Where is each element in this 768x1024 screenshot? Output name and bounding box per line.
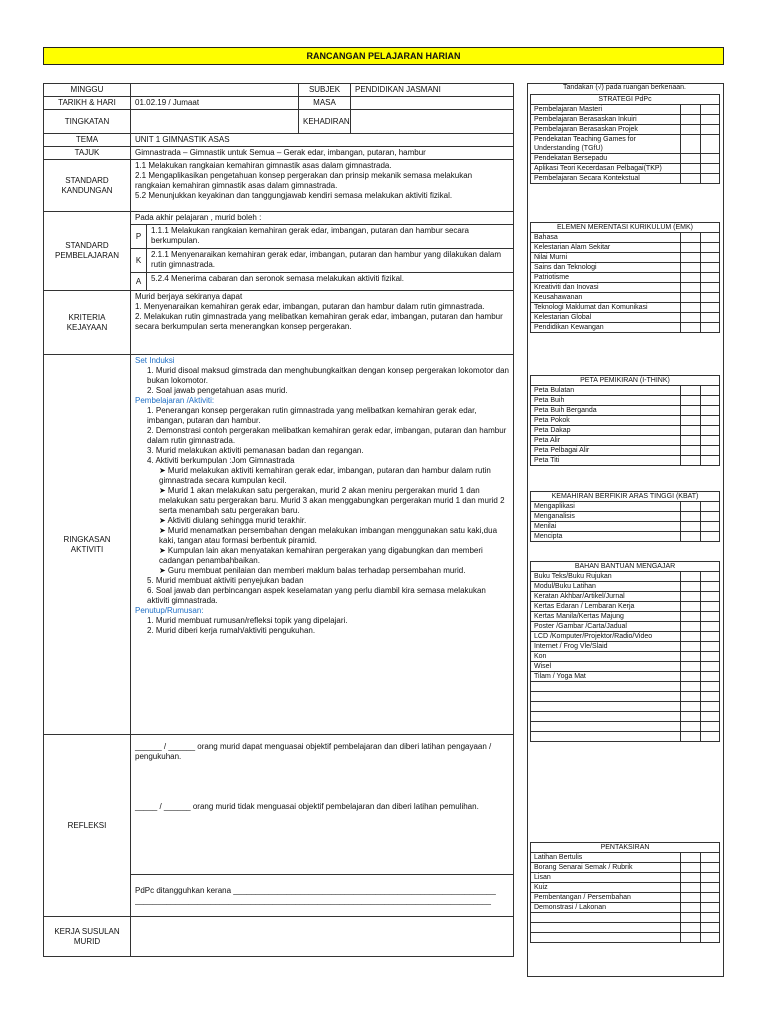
bbm-checkbox[interactable] (701, 602, 720, 612)
sp-text-a: 5.2.4 Menerima cabaran dan seronok semasa melakukan aktiviti fizikal. (147, 273, 514, 291)
bbm-checkbox[interactable] (681, 632, 701, 642)
ithink-row (531, 456, 720, 466)
bbm-checkbox[interactable] (681, 712, 701, 722)
emk-checkbox[interactable] (701, 233, 720, 243)
sp-code-k: K (131, 249, 147, 273)
kriteria-text (131, 291, 514, 355)
pentaksiran-checkbox[interactable] (681, 853, 701, 863)
strategi-checkbox[interactable] (681, 135, 701, 154)
bbm-checkbox[interactable] (681, 662, 701, 672)
masa-label: MASA (299, 97, 351, 110)
aktiviti-item: 4. Aktiviti berkumpulan :Jom Gimnastrada (147, 456, 295, 465)
strategi-checkbox[interactable] (681, 115, 701, 125)
bbm-checkbox[interactable] (701, 622, 720, 632)
bbm-checkbox[interactable] (701, 672, 720, 682)
pentaksiran-row (531, 913, 720, 923)
kbat-checkbox[interactable] (681, 512, 701, 522)
strategi-table (530, 94, 720, 184)
pentaksiran-checkbox[interactable] (701, 873, 720, 883)
ithink-checkbox[interactable] (701, 386, 720, 396)
ithink-checkbox[interactable] (701, 436, 720, 446)
kbat-checkbox[interactable] (681, 532, 701, 542)
bbm-item-label: Kertas Edaran / Lembaran Kerja (531, 602, 681, 612)
ithink-item-label: Peta Bulatan (531, 386, 681, 396)
ithink-item-label: Peta Titi (531, 456, 681, 466)
bbm-item-label: Buku Teks/Buku Rujukan (531, 572, 681, 582)
bbm-item-label (531, 692, 681, 702)
aktiviti-item: 2. Demonstrasi contoh pergerakan melibatkan kemahiran gerak edar, imbangan, putaran dan hambur dalam rutin gimnastrada. (147, 426, 507, 445)
bbm-row (531, 642, 720, 652)
lesson-plan-table (43, 83, 514, 957)
pentaksiran-row (531, 893, 720, 903)
bbm-checkbox[interactable] (701, 702, 720, 712)
emk-checkbox[interactable] (681, 293, 701, 303)
pentaksiran-item-label: Lisan (531, 873, 681, 883)
emk-row (531, 283, 720, 293)
pentaksiran-row (531, 873, 720, 883)
tajuk-label: TAJUK (44, 147, 131, 160)
ithink-item-label: Peta Pelbagai Alir (531, 446, 681, 456)
strategi-checkbox[interactable] (701, 115, 720, 125)
emk-checkbox[interactable] (701, 313, 720, 323)
sub-item: ➤ Murid melakukan aktiviti kemahiran gerak edar, imbangan, putaran dan hambur dalam rutin gimnastrada secara kumpulan kecil. (159, 466, 491, 485)
ithink-checkbox[interactable] (701, 446, 720, 456)
ithink-item-label: Peta Dakap (531, 426, 681, 436)
refleksi-line: ______ / ______ orang murid dapat menguasai objektif pembelajaran dan diberi latihan pengayaan / pengukuhan. (135, 742, 492, 761)
emk-table (530, 222, 720, 333)
bbm-checkbox[interactable] (681, 612, 701, 622)
pentaksiran-checkbox[interactable] (701, 863, 720, 873)
aktiviti-item: 5. Murid membuat aktiviti penyejukan badan (147, 576, 304, 585)
kehadiran-value[interactable] (351, 110, 514, 134)
kbat-item-label: Mengaplikasi (531, 502, 681, 512)
pentaksiran-checkbox[interactable] (701, 883, 720, 893)
strategi-item-label: Pembelajaran Masteri (531, 105, 681, 115)
pentaksiran-item-label: Kuiz (531, 883, 681, 893)
penutup-item: 2. Murid diberi kerja rumah/aktiviti pengukuhan. (147, 626, 316, 635)
ithink-row (531, 446, 720, 456)
sub-item: ➤ Aktiviti diulang sehingga murid terakhir. (159, 516, 307, 525)
ithink-item-label: Peta Alir (531, 436, 681, 446)
strategi-row (531, 154, 720, 164)
pentaksiran-checkbox[interactable] (701, 893, 720, 903)
ithink-row (531, 406, 720, 416)
bbm-checkbox[interactable] (701, 732, 720, 742)
kbat-row (531, 512, 720, 522)
standard-kandungan-text (131, 160, 514, 212)
ithink-checkbox[interactable] (681, 436, 701, 446)
refleksi-line: _____ / ______ orang murid tidak menguasai objektif pembelajaran dan diberi latihan pemulihan. (135, 802, 479, 811)
emk-checkbox[interactable] (701, 323, 720, 333)
bbm-row (531, 632, 720, 642)
kbat-checkbox[interactable] (701, 522, 720, 532)
emk-row (531, 273, 720, 283)
emk-checkbox[interactable] (701, 263, 720, 273)
pentaksiran-checkbox[interactable] (681, 873, 701, 883)
bbm-row (531, 572, 720, 582)
pentaksiran-table (530, 842, 720, 943)
bbm-checkbox[interactable] (701, 642, 720, 652)
ithink-row (531, 416, 720, 426)
ithink-checkbox[interactable] (701, 406, 720, 416)
bbm-checkbox[interactable] (681, 682, 701, 692)
tangguh-line: PdPc ditangguhkan kerana ___________________________________________________________ (135, 885, 496, 895)
strategi-row (531, 174, 720, 184)
bbm-checkbox[interactable] (701, 582, 720, 592)
bbm-checkbox[interactable] (681, 592, 701, 602)
kbat-row (531, 522, 720, 532)
bbm-checkbox[interactable] (701, 712, 720, 722)
emk-item-label: Kelestarian Global (531, 313, 681, 323)
bbm-checkbox[interactable] (701, 572, 720, 582)
bbm-checkbox[interactable] (681, 602, 701, 612)
ithink-title: PETA PEMIKIRAN (I-THINK) (531, 376, 720, 386)
pentaksiran-checkbox[interactable] (681, 913, 701, 923)
pentaksiran-row (531, 863, 720, 873)
bbm-item-label (531, 712, 681, 722)
kbat-title: KEMAHIRAN BERFIKIR ARAS TINGGI (KBAT) (531, 492, 720, 502)
ithink-checkbox[interactable] (701, 396, 720, 406)
emk-item-label: Patriotisme (531, 273, 681, 283)
induksi-item: 2. Soal jawab pengetahuan asas murid. (147, 386, 288, 395)
bbm-checkbox[interactable] (701, 662, 720, 672)
sk-line: 1.1 Melakukan rangkaian kemahiran gimnastik asas dalam gimnastrada. (135, 161, 392, 170)
sp-code-a: A (131, 273, 147, 291)
pentaksiran-checkbox[interactable] (681, 933, 701, 943)
refleksi-label: REFLEKSI (44, 735, 131, 917)
bbm-row (531, 592, 720, 602)
bbm-checkbox[interactable] (681, 692, 701, 702)
strategi-item-label: Pendekatan Bersepadu (531, 154, 681, 164)
penutup-heading: Penutup/Rumusan: (135, 606, 204, 615)
pembelajaran-heading: Pembelajaran /Aktiviti: (135, 396, 215, 405)
ithink-row (531, 386, 720, 396)
sk-line: 5.2 Menunjukkan keyakinan dan tanggungjawab kendiri semasa melakukan aktiviti fizikal. (135, 191, 453, 200)
bbm-row (531, 582, 720, 592)
kriteria-label: KRITERIA KEJAYAAN (44, 291, 131, 355)
minggu-label: MINGGU (44, 84, 131, 97)
sub-item: ➤ Murid 1 akan melakukan satu pergerakan, murid 2 akan meniru pergerakan murid 1 dan melakukan satu pergerakan baru. Murid 3 akan menggabungkan pergerakan murid 1 dan murid 2 serta menambah satu pergerakan baru. (159, 486, 505, 515)
pentaksiran-checkbox[interactable] (701, 903, 720, 913)
sp-intro: Pada akhir pelajaran , murid boleh : (131, 212, 514, 225)
bbm-checkbox[interactable] (701, 632, 720, 642)
ithink-checkbox[interactable] (681, 446, 701, 456)
kbat-checkbox[interactable] (681, 502, 701, 512)
kerja-susulan-value[interactable] (131, 917, 514, 957)
pentaksiran-row (531, 883, 720, 893)
strategi-checkbox[interactable] (701, 174, 720, 184)
strategi-checkbox[interactable] (701, 125, 720, 135)
emk-row (531, 293, 720, 303)
emk-checkbox[interactable] (681, 283, 701, 293)
bbm-checkbox[interactable] (681, 732, 701, 742)
bbm-checkbox[interactable] (681, 642, 701, 652)
bbm-row (531, 692, 720, 702)
bbm-row (531, 712, 720, 722)
bbm-table (530, 561, 720, 742)
bbm-item-label: Keratan Akhbar/Artikel/Jurnal (531, 592, 681, 602)
bbm-item-label: Kon (531, 652, 681, 662)
bbm-row (531, 652, 720, 662)
masa-value[interactable] (351, 97, 514, 110)
sp-text-k: 2.1.1 Menyenaraikan kemahiran gerak edar, imbangan, putaran dan hambur yang dilakukan dalam rutin gimnastrada. (147, 249, 514, 273)
bbm-item-label (531, 702, 681, 712)
emk-checkbox[interactable] (681, 303, 701, 313)
bbm-item-label (531, 722, 681, 732)
pentaksiran-checkbox[interactable] (701, 923, 720, 933)
tajuk-value: Gimnastrada – Gimnastik untuk Semua – Gerak edar, imbangan, putaran, hambur (131, 147, 514, 160)
pentaksiran-checkbox[interactable] (681, 863, 701, 873)
pentaksiran-item-label: Demonstrasi / Lakonan (531, 903, 681, 913)
ithink-item-label: Peta Pokok (531, 416, 681, 426)
bbm-checkbox[interactable] (681, 722, 701, 732)
ringkasan-label: RINGKASAN AKTIVITI (44, 355, 131, 735)
emk-checkbox[interactable] (681, 263, 701, 273)
emk-row (531, 253, 720, 263)
kbat-checkbox[interactable] (681, 522, 701, 532)
sub-item: ➤ Murid menamatkan persembahan dengan melakukan imbangan menggunakan satu kaki,dua kaki, tangan atau formasi berbentuk piramid. (159, 526, 498, 545)
pentaksiran-row (531, 923, 720, 933)
emk-row (531, 303, 720, 313)
ithink-row (531, 426, 720, 436)
ithink-checkbox[interactable] (681, 456, 701, 466)
pentaksiran-checkbox[interactable] (681, 893, 701, 903)
subjek-value: PENDIDIKAN JASMANI (351, 84, 514, 97)
emk-checkbox[interactable] (701, 293, 720, 303)
ithink-table (530, 375, 720, 466)
ithink-item-label: Peta Buih Berganda (531, 406, 681, 416)
pentaksiran-checkbox[interactable] (681, 883, 701, 893)
strategi-checkbox[interactable] (701, 105, 720, 115)
pentaksiran-item-label: Latihan Bertulis (531, 853, 681, 863)
ithink-checkbox[interactable] (681, 386, 701, 396)
kbat-checkbox[interactable] (701, 502, 720, 512)
kbat-item-label: Menganalisis (531, 512, 681, 522)
bbm-row (531, 622, 720, 632)
pentaksiran-checkbox[interactable] (701, 913, 720, 923)
standard-pembelajaran-label: STANDARD PEMBELAJARAN (44, 212, 131, 291)
strategi-row (531, 164, 720, 174)
emk-item-label: Keusahawanan (531, 293, 681, 303)
ithink-item-label: Peta Buih (531, 396, 681, 406)
emk-checkbox[interactable] (681, 253, 701, 263)
bbm-checkbox[interactable] (681, 672, 701, 682)
tema-label: TEMA (44, 134, 131, 147)
ithink-checkbox[interactable] (681, 416, 701, 426)
kbat-item-label: Menilai (531, 522, 681, 532)
emk-checkbox[interactable] (701, 303, 720, 313)
bbm-row (531, 732, 720, 742)
emk-title: ELEMEN MERENTASI KURIKULUM (EMK) (531, 223, 720, 233)
strategi-row (531, 105, 720, 115)
kehadiran-label: KEHADIRAN (299, 110, 351, 134)
ithink-row (531, 436, 720, 446)
kriteria-item: 2. Melakukan rutin gimnastrada yang melibatkan kemahiran gerak edar, imbangan, putaran dan hambur secara berkumpulan serta menerangkan konsep pergerakan. (135, 312, 503, 331)
pentaksiran-item-label (531, 913, 681, 923)
pentaksiran-row (531, 933, 720, 943)
tarikh-label: TARIKH & HARI (44, 97, 131, 110)
emk-item-label: Bahasa (531, 233, 681, 243)
pentaksiran-checkbox[interactable] (681, 923, 701, 933)
kriteria-item: 1. Menyenaraikan kemahiran gerak edar, imbangan, putaran dan hambur dalam rutin gimnastrada. (135, 302, 485, 311)
ithink-checkbox[interactable] (701, 456, 720, 466)
emk-item-label: Nilai Murni (531, 253, 681, 263)
tema-value: UNIT 1 GIMNASTIK ASAS (131, 134, 514, 147)
bbm-row (531, 612, 720, 622)
tingkatan-value[interactable] (131, 110, 299, 134)
kbat-checkbox[interactable] (701, 532, 720, 542)
emk-checkbox[interactable] (681, 243, 701, 253)
bbm-row (531, 602, 720, 612)
ithink-checkbox[interactable] (701, 416, 720, 426)
page-title: RANCANGAN PELAJARAN HARIAN (43, 47, 724, 65)
minggu-value[interactable] (131, 84, 299, 97)
bbm-item-label (531, 682, 681, 692)
kbat-item-label: Mencipta (531, 532, 681, 542)
bbm-item-label: Poster /Gambar /Carta/Jadual (531, 622, 681, 632)
strategi-row (531, 125, 720, 135)
emk-row (531, 313, 720, 323)
bbm-checkbox[interactable] (701, 692, 720, 702)
kbat-table (530, 491, 720, 542)
emk-item-label: Pendidikan Kewangan (531, 323, 681, 333)
bbm-item-label: Internet / Frog Vle/Slaid (531, 642, 681, 652)
bbm-item-label: Wisel (531, 662, 681, 672)
ithink-checkbox[interactable] (681, 406, 701, 416)
sk-line: 2.1 Mengaplikasikan pengetahuan konsep pergerakan dan prinsip mekanik semasa melakukan rangkaian kemahiran gimnastik asas dalam gimnastrada. (135, 171, 473, 190)
ithink-checkbox[interactable] (681, 426, 701, 436)
strategi-item-label: Pendekatan Teaching Games for Understanding (TGfU) (531, 135, 681, 154)
bbm-row (531, 722, 720, 732)
penutup-item: 1. Murid membuat rumusan/refleksi topik yang dipelajari. (147, 616, 348, 625)
right-note: Tandakan (√) pada ruangan berkenaan. (563, 84, 686, 91)
bbm-checkbox[interactable] (701, 612, 720, 622)
pentaksiran-row (531, 903, 720, 913)
ringkasan-text (131, 355, 514, 735)
emk-checkbox[interactable] (701, 253, 720, 263)
pentaksiran-row (531, 853, 720, 863)
strategi-checkbox[interactable] (681, 174, 701, 184)
emk-checkbox[interactable] (681, 323, 701, 333)
pentaksiran-item-label: Borang Senarai Semak / Rubrik (531, 863, 681, 873)
refleksi-text (131, 735, 514, 875)
emk-checkbox[interactable] (681, 313, 701, 323)
bbm-checkbox[interactable] (701, 652, 720, 662)
bbm-item-label: Kertas Manila/Kertas Majung (531, 612, 681, 622)
pentaksiran-item-label (531, 923, 681, 933)
tarikh-value: 01.02.19 / Jumaat (131, 97, 299, 110)
strategi-checkbox[interactable] (681, 154, 701, 164)
strategi-item-label: Pembelajaran Secara Kontekstual (531, 174, 681, 184)
kriteria-intro: Murid berjaya sekiranya dapat (135, 292, 243, 301)
standard-kandungan-label: STANDARD KANDUNGAN (44, 160, 131, 212)
tangguh-text (131, 875, 514, 917)
aktiviti-item: 6. Soal jawab dan perbincangan aspek keselamatan yang perlu diambil kira semasa melakukan aktiviti gimnastrada. (147, 586, 486, 605)
set-induksi-heading: Set Induksi (135, 356, 175, 365)
emk-row (531, 263, 720, 273)
bbm-checkbox[interactable] (701, 722, 720, 732)
bbm-checkbox[interactable] (701, 682, 720, 692)
strategi-checkbox[interactable] (701, 164, 720, 174)
pentaksiran-item-label: Pembentangan / Persembahan (531, 893, 681, 903)
kbat-checkbox[interactable] (701, 512, 720, 522)
sub-item: ➤ Kumpulan lain akan menyatakan kemahiran pergerakan yang digabungkan dan memberi cadangan penambahbaikan. (159, 546, 483, 565)
bbm-item-label: Tilam / Yoga Mat (531, 672, 681, 682)
emk-item-label: Teknologi Maklumat dan Komunikasi (531, 303, 681, 313)
tingkatan-label: TINGKATAN (44, 110, 131, 134)
pentaksiran-checkbox[interactable] (681, 903, 701, 913)
ithink-checkbox[interactable] (681, 396, 701, 406)
emk-item-label: Kelestarian Alam Sekitar (531, 243, 681, 253)
ithink-row (531, 396, 720, 406)
tangguh-line: ________________________________________________________________________________ (135, 895, 491, 905)
sp-text-p: 1.1.1 Melakukan rangkaian kemahiran gerak edar, imbangan, putaran dan hambur secara berkumpulan. (147, 225, 514, 249)
bbm-row (531, 702, 720, 712)
bbm-checkbox[interactable] (701, 592, 720, 602)
emk-row (531, 233, 720, 243)
strategi-title: STRATEGI PdPc (531, 95, 720, 105)
bbm-title: BAHAN BANTUAN MENGAJAR (531, 562, 720, 572)
sub-item: ➤ Guru membuat penilaian dan memberi maklum balas terhadap persembahan murid. (159, 566, 466, 575)
strategi-checkbox[interactable] (681, 125, 701, 135)
pentaksiran-checkbox[interactable] (701, 853, 720, 863)
strategi-checkbox[interactable] (681, 164, 701, 174)
emk-checkbox[interactable] (681, 273, 701, 283)
aktiviti-item: 3. Murid melakukan aktiviti pemanasan badan dan regangan. (147, 446, 364, 455)
emk-checkbox[interactable] (701, 273, 720, 283)
emk-checkbox[interactable] (701, 283, 720, 293)
pentaksiran-title: PENTAKSIRAN (531, 843, 720, 853)
induksi-item: 1. Murid disoal maksud gimstrada dan menghubungkaitkan dengan konsep pergerakan lokomotor dan bukan lokomotor. (147, 366, 510, 385)
emk-item-label: Sains dan Teknologi (531, 263, 681, 273)
subjek-label: SUBJEK (299, 84, 351, 97)
kerja-susulan-label: KERJA SUSULAN MURID (44, 917, 131, 957)
emk-row (531, 323, 720, 333)
strategi-checkbox[interactable] (681, 105, 701, 115)
bbm-item-label: Modul/Buku Latihan (531, 582, 681, 592)
ithink-checkbox[interactable] (701, 426, 720, 436)
emk-row (531, 243, 720, 253)
bbm-checkbox[interactable] (681, 572, 701, 582)
pentaksiran-checkbox[interactable] (701, 933, 720, 943)
emk-item-label: Kreativiti dan Inovasi (531, 283, 681, 293)
kbat-row (531, 532, 720, 542)
bbm-row (531, 682, 720, 692)
strategi-checkbox[interactable] (701, 154, 720, 164)
bbm-row (531, 662, 720, 672)
kbat-row (531, 502, 720, 512)
strategi-item-label: Aplikasi Teori Kecerdasan Pelbagai(TKP) (531, 164, 681, 174)
bbm-checkbox[interactable] (681, 702, 701, 712)
bbm-checkbox[interactable] (681, 652, 701, 662)
bbm-row (531, 672, 720, 682)
bbm-item-label: LCD /Komputer/Projektor/Radio/Video (531, 632, 681, 642)
emk-checkbox[interactable] (701, 243, 720, 253)
bbm-item-label (531, 732, 681, 742)
pentaksiran-item-label (531, 933, 681, 943)
strategi-item-label: Pembelajaran Berasaskan Projek (531, 125, 681, 135)
aktiviti-item: 1. Penerangan konsep pergerakan rutin gimnastrada yang melibatkan kemahiran gerak edar, imbangan, putaran dan hambur. (147, 406, 477, 425)
sp-code-p: P (131, 225, 147, 249)
bbm-checkbox[interactable] (681, 582, 701, 592)
emk-checkbox[interactable] (681, 233, 701, 243)
strategi-item-label: Pembelajaran Berasaskan Inkuiri (531, 115, 681, 125)
strategi-checkbox[interactable] (701, 135, 720, 154)
strategi-row (531, 135, 720, 154)
bbm-checkbox[interactable] (681, 622, 701, 632)
strategi-row (531, 115, 720, 125)
